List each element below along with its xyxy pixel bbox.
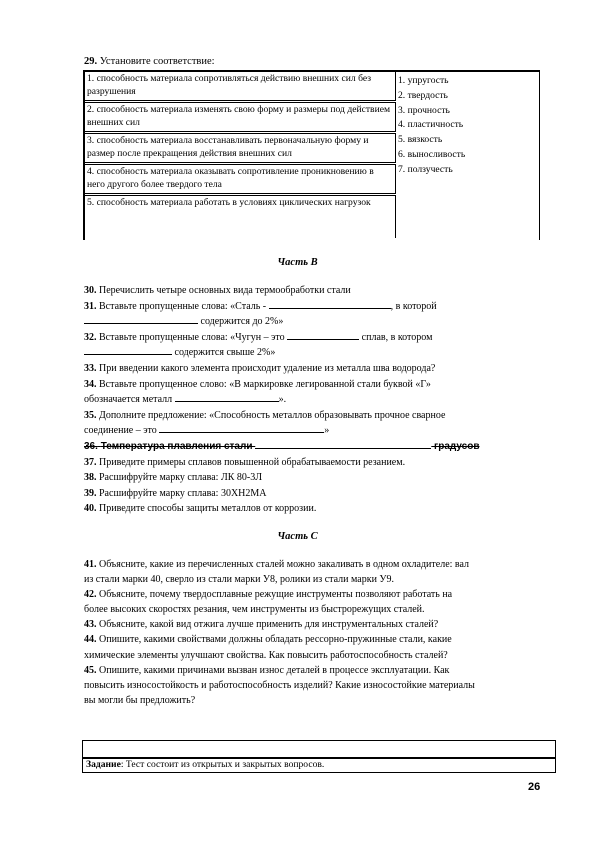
question-text: Расшифруйте марку сплава: 30ХН2МА: [99, 487, 267, 499]
question-text: Вставьте пропущенные слова: «Чугун – это: [99, 331, 288, 343]
question-number: 33.: [84, 362, 97, 374]
question-number: 36.: [84, 440, 98, 452]
question-text: сплав, в котором: [359, 331, 433, 343]
question-number: 40.: [84, 503, 97, 515]
question-36: [84, 439, 544, 455]
matching-right-item: 5. вязкость: [398, 134, 443, 146]
task-description: : Тест состоит из открытых и закрытых вопросов.: [120, 759, 325, 770]
question-text: ».: [278, 394, 287, 406]
question-text: Объясните, почему твердосплавные режущие инструменты позволяют работать на: [99, 589, 453, 601]
question-text: Дополните предложение: «Способность металлов образовывать прочное сварное: [99, 409, 446, 421]
task-text: [86, 759, 324, 770]
question-33: [84, 361, 544, 377]
page-number: 26: [528, 781, 541, 793]
question-45: [84, 663, 544, 708]
part-c-title: Часть С: [277, 531, 318, 542]
question-29-title: [84, 56, 215, 67]
task-box: [82, 740, 556, 773]
question-text: Перечислить четыре основных вида термообработки стали: [99, 285, 351, 296]
question-number: 38.: [84, 472, 97, 484]
question-text: обозначается металл: [84, 394, 175, 406]
matching-right-item: 1. упругость: [398, 75, 449, 86]
matching-right-column: [398, 74, 536, 178]
question-text: При введении какого элемента происходит удаление из металла шва водорода?: [99, 362, 436, 374]
question-30: [84, 283, 544, 299]
matching-right-item: 3. прочность: [398, 104, 450, 116]
question-41: [84, 557, 544, 587]
question-text: Расшифруйте марку сплава: ЛК 80-3Л: [99, 472, 263, 484]
question-42: [84, 587, 544, 617]
question-text: Опишите, какими причинами вызван износ деталей в процессе эксплуатации. Как: [99, 664, 450, 676]
matching-left-item: 1. способность материала сопротивляться действию внешних сил без разрушения: [84, 71, 396, 101]
question-text: из стали марки 40, сверло из стали марки У8, ролики из стали марки У9.: [84, 574, 395, 586]
question-text: , в которой: [390, 300, 437, 312]
question-text: Приведите примеры сплавов повышенной обрабатываемости резанием.: [99, 456, 406, 468]
question-32: [84, 330, 544, 361]
answer-blank: [84, 345, 172, 355]
question-text: »: [324, 425, 330, 437]
task-label: Задание: [86, 759, 121, 770]
question-text: Вставьте пропущенные слова: «Сталь -: [99, 300, 269, 312]
question-number: 45.: [84, 664, 97, 676]
question-text: соединение – это: [84, 425, 160, 437]
question-text: Температура плавления стали: [100, 440, 256, 452]
answer-blank: [269, 299, 391, 309]
question-number: 42.: [84, 589, 97, 601]
question-35: [84, 408, 544, 439]
question-38: [84, 470, 544, 486]
question-text: содержится до 2%»: [198, 316, 284, 328]
question-text: Объясните, какой вид отжига лучше применить для инструментальных сталей?: [99, 619, 439, 631]
question-number: 37.: [84, 456, 97, 468]
part-b-title: Часть В: [277, 257, 318, 268]
question-number: 31.: [84, 300, 97, 312]
table-border: [539, 70, 541, 240]
question-text: Вставьте пропущенное слово: «В маркировке легированной стали буквой «Г»: [99, 378, 431, 390]
question-43: [84, 617, 544, 632]
question-text: Установите соответствие:: [99, 56, 215, 67]
question-number: 41.: [84, 559, 97, 570]
question-39: [84, 486, 544, 502]
question-text: более высоких скоростях резания, чем инструменты из быстрорежущих сталей.: [84, 604, 425, 616]
question-number: 34.: [84, 378, 97, 390]
question-number: 35.: [84, 409, 97, 421]
question-number: 29.: [84, 56, 98, 67]
question-37: [84, 455, 544, 471]
answer-blank: [175, 392, 279, 402]
matching-left-item: 3. способность материала восстанавливать первоначальную форму и размер после прекращения действия внешних сил: [84, 133, 396, 163]
matching-right-item: 7. ползучесть: [398, 163, 453, 175]
answer-blank: [159, 423, 324, 433]
answer-blank: [255, 439, 431, 449]
question-31: [84, 299, 544, 330]
question-text: Опишите, какими свойствами должны обладать рессорно-пружинные стали, какие: [99, 634, 452, 646]
question-number: 32.: [84, 331, 97, 343]
answer-blank: [84, 314, 198, 324]
matching-left-column: [84, 71, 396, 239]
question-number: 43.: [84, 619, 97, 631]
answer-blank: [287, 330, 359, 340]
question-text: Приведите способы защиты металлов от коррозии.: [99, 503, 317, 515]
question-text: химические элементы улучшают свойства. Как повысить работоспособность сталей?: [84, 649, 448, 661]
part-b-questions: [84, 283, 544, 517]
matching-right-item: 4. пластичность: [398, 119, 464, 131]
matching-left-item: 2. способность материала изменять свою форму и размеры под действием внешних сил: [84, 102, 396, 132]
question-text: повысить износостойкость и работоспособность изделий? Какие износостойкие материалы: [84, 679, 475, 691]
question-text: содержится свыше 2%»: [172, 347, 276, 359]
matching-right-item: 2. твердость: [398, 89, 448, 101]
matching-right-item: 6. выносливость: [398, 148, 466, 160]
question-number: 44.: [84, 634, 97, 646]
question-text: вы могли бы предложить?: [84, 694, 196, 706]
question-44: [84, 632, 544, 662]
matching-left-item: 4. способность материала оказывать сопротивление проникновению в него другого более твердого тела: [84, 164, 396, 194]
question-34: [84, 377, 544, 408]
question-number: 39.: [84, 487, 97, 499]
part-c-questions: [84, 557, 544, 708]
question-text: Объясните, какие из перечисленных сталей можно закаливать в одном охладителе: вал: [99, 559, 470, 570]
question-text: градусов: [431, 440, 480, 452]
matching-table: [83, 70, 540, 240]
matching-left-item: 5. способность материала работать в условиях циклических нагрузок: [84, 195, 396, 238]
question-number: 30.: [84, 285, 97, 296]
question-40: [84, 501, 544, 517]
